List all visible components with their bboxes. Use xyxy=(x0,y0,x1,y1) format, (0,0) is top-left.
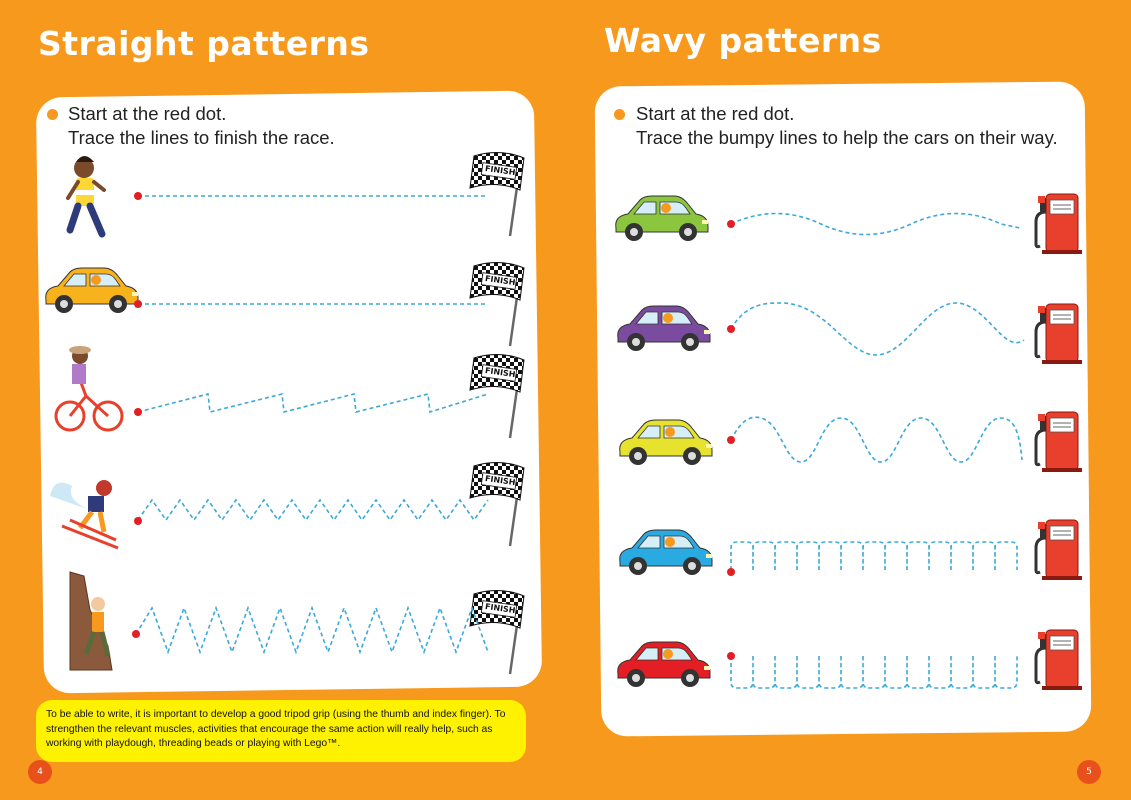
start-dot xyxy=(134,408,142,416)
finish-flag-label: FINISH xyxy=(484,273,516,288)
trace-line-zigzag-small[interactable] xyxy=(138,500,488,520)
trace-line-loops[interactable] xyxy=(731,542,1017,570)
right-instruction-1: Start at the red dot. xyxy=(636,103,795,124)
finish-flag-label: FINISH xyxy=(484,163,516,178)
fuel-pump-icon xyxy=(1036,304,1082,364)
yellow-car-icon xyxy=(46,268,138,313)
start-dot xyxy=(727,652,735,660)
parent-tip-box xyxy=(36,700,526,762)
climber-illustration xyxy=(70,572,112,670)
right-page-title: Wavy patterns xyxy=(604,21,882,60)
finish-flag-label: FINISH xyxy=(484,365,516,380)
start-dot xyxy=(727,325,735,333)
fuel-pump-icon xyxy=(1036,194,1082,254)
finish-flag-label: FINISH xyxy=(484,601,516,616)
red-car-icon xyxy=(618,642,710,687)
start-dot xyxy=(134,192,142,200)
runner-illustration xyxy=(68,156,104,234)
start-dot xyxy=(727,220,735,228)
trace-line-tall-wave[interactable] xyxy=(731,417,1022,462)
purple-car-icon xyxy=(618,306,710,351)
cyclist-illustration xyxy=(56,346,122,430)
green-car-icon xyxy=(616,196,708,241)
start-dot xyxy=(134,517,142,525)
left-instruction-1: Start at the red dot. xyxy=(68,103,227,124)
page-number-right: 5 xyxy=(1077,760,1101,784)
trace-line-cups[interactable] xyxy=(731,656,1017,688)
left-instruction-2: Trace the lines to finish the race. xyxy=(68,127,335,148)
start-dot xyxy=(134,300,142,308)
blue-car-icon xyxy=(620,530,712,575)
right-instruction-2: Trace the bumpy lines to help the cars on their way. xyxy=(636,127,1058,148)
skier-illustration xyxy=(50,480,118,548)
start-dot xyxy=(132,630,140,638)
trace-line-wave[interactable] xyxy=(731,303,1024,355)
start-dot xyxy=(727,436,735,444)
left-page-title: Straight patterns xyxy=(38,24,370,63)
start-dot xyxy=(727,568,735,576)
trace-line-gentle-wave[interactable] xyxy=(731,214,1020,235)
trace-line-steps[interactable] xyxy=(138,394,488,412)
page-number-left: 4 xyxy=(28,760,52,784)
finish-flag-label: FINISH xyxy=(484,473,516,488)
fuel-pump-icon xyxy=(1036,630,1082,690)
trace-line-zigzag-large[interactable] xyxy=(136,608,488,652)
yellow-car-icon xyxy=(620,420,712,465)
fuel-pump-icon xyxy=(1036,520,1082,580)
fuel-pump-icon xyxy=(1036,412,1082,472)
parent-tip-text: To be able to write, it is important to develop a good tripod grip (using the thumb and index finger). To strengthen the relevant muscles, activities that encourage the same action will really help, such as working with playdough, threading beads or playing with Lego™. xyxy=(46,709,506,749)
